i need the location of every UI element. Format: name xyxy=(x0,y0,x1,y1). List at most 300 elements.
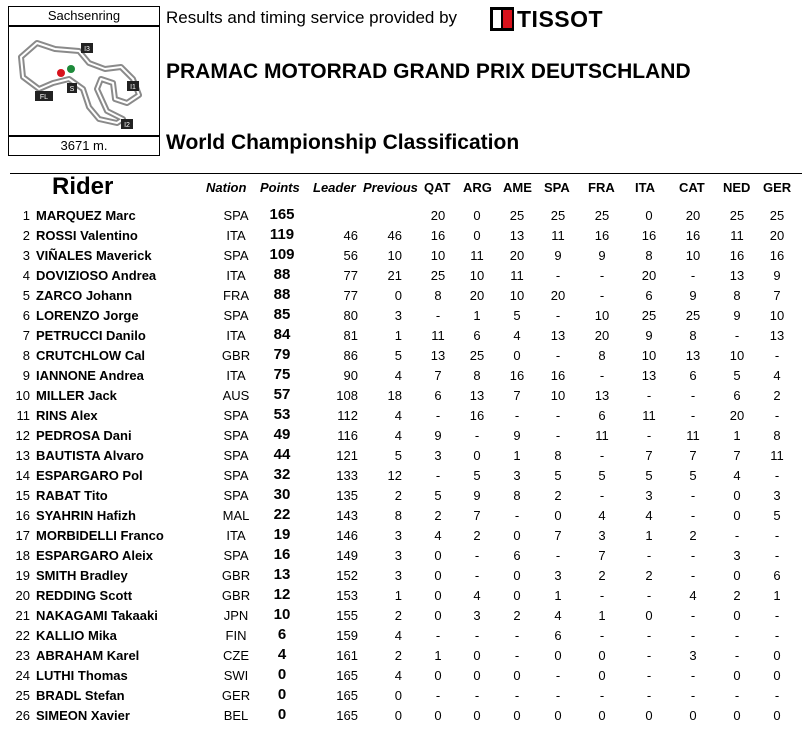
race-points-cell: 7 xyxy=(689,448,697,463)
table-row xyxy=(0,626,806,646)
svg-text:I1: I1 xyxy=(130,84,136,91)
race-points-cell: 2 xyxy=(598,568,606,583)
race-points-cell: 0 xyxy=(473,648,481,663)
race-points-cell: 2 xyxy=(513,608,521,623)
classification-title: World Championship Classification xyxy=(166,131,520,154)
leader-gap-cell: 112 xyxy=(337,408,358,423)
nation-cell: SPA xyxy=(223,448,249,463)
previous-gap-cell: 2 xyxy=(394,648,402,663)
race-points-cell: 3 xyxy=(473,608,481,623)
race-points-cell: 0 xyxy=(473,708,481,723)
points-cell: 32 xyxy=(273,466,291,483)
leader-gap-cell: 90 xyxy=(343,368,358,383)
race-points-cell: 5 xyxy=(733,368,741,383)
race-points-cell: 5 xyxy=(645,468,653,483)
race-points-cell: 6 xyxy=(773,568,781,583)
event-title: PRAMAC MOTORRAD GRAND PRIX DEUTSCHLAND xyxy=(166,60,691,83)
race-points-cell: 8 xyxy=(513,488,521,503)
race-points-cell: 0 xyxy=(434,568,442,583)
previous-gap-cell: 2 xyxy=(394,488,402,503)
race-points-cell: 4 xyxy=(645,508,653,523)
race-points-cell: - xyxy=(599,368,605,383)
race-points-cell: - xyxy=(474,428,480,443)
rider-name-cell: ROSSI Valentino xyxy=(36,228,138,243)
race-points-cell: - xyxy=(646,388,652,403)
race-points-cell: 4 xyxy=(689,588,697,603)
rider-name-cell: MORBIDELLI Franco xyxy=(36,528,164,543)
race-points-cell: 8 xyxy=(434,288,442,303)
race-points-cell: - xyxy=(435,628,441,643)
leader-gap-cell: 152 xyxy=(336,568,358,583)
race-points-cell: 16 xyxy=(550,368,566,383)
leader-gap-cell: 165 xyxy=(336,708,358,723)
race-points-cell: - xyxy=(690,388,696,403)
previous-gap-cell: 4 xyxy=(394,408,402,423)
table-row xyxy=(0,306,806,326)
nation-cell: ITA xyxy=(226,228,246,243)
previous-gap-cell: 0 xyxy=(394,688,402,703)
race-points-cell: 0 xyxy=(513,348,521,363)
race-points-cell: 16 xyxy=(594,228,610,243)
points-cell: 12 xyxy=(273,586,291,603)
rider-name-cell: ABRAHAM Karel xyxy=(36,648,140,663)
race-points-cell: 9 xyxy=(434,428,442,443)
table-row xyxy=(0,526,806,546)
position-cell: 13 xyxy=(15,448,30,463)
race-points-cell: 0 xyxy=(733,708,741,723)
race-points-cell: 8 xyxy=(773,428,781,443)
race-points-cell: 8 xyxy=(645,248,653,263)
race-points-cell: 20 xyxy=(769,228,785,243)
race-points-cell: 6 xyxy=(434,388,442,403)
points-cell: 85 xyxy=(273,306,291,323)
points-cell: 10 xyxy=(273,606,291,623)
race-points-cell: 2 xyxy=(554,488,562,503)
previous-gap-cell: 4 xyxy=(394,428,402,443)
race-points-cell: 7 xyxy=(773,288,781,303)
table-row xyxy=(0,446,806,466)
position-cell: 24 xyxy=(15,668,30,683)
points-cell: 19 xyxy=(273,526,291,543)
position-cell: 15 xyxy=(15,488,30,503)
race-points-cell: 25 xyxy=(769,208,785,223)
race-points-cell: 2 xyxy=(773,388,781,403)
race-points-cell: 13 xyxy=(550,328,566,343)
rider-name-cell: BRADL Stefan xyxy=(36,688,125,703)
table-row xyxy=(0,606,806,626)
svg-text:I3: I3 xyxy=(84,46,90,53)
previous-gap-cell: 3 xyxy=(394,548,402,563)
race-points-cell: 0 xyxy=(689,708,697,723)
position-cell: 17 xyxy=(15,528,30,543)
race-points-cell: 1 xyxy=(598,608,606,623)
leader-gap-cell: 153 xyxy=(336,588,358,603)
position-cell: 6 xyxy=(22,308,30,323)
race-points-cell: 0 xyxy=(733,568,741,583)
points-cell: 6 xyxy=(277,626,287,643)
points-cell: 88 xyxy=(273,266,291,283)
col-previous: Previous xyxy=(363,180,418,195)
leader-gap-cell: 116 xyxy=(337,428,358,443)
rider-name-cell: REDDING Scott xyxy=(36,588,133,603)
col-race-ame: AME xyxy=(503,180,532,195)
race-points-cell: 0 xyxy=(645,708,653,723)
race-points-cell: 1 xyxy=(554,588,562,603)
race-points-cell: - xyxy=(774,608,780,623)
race-points-cell: 20 xyxy=(550,288,566,303)
leader-gap-cell: 135 xyxy=(336,488,358,503)
race-points-cell: - xyxy=(690,608,696,623)
race-points-cell: - xyxy=(690,508,696,523)
previous-gap-cell: 1 xyxy=(394,328,402,343)
points-cell: 13 xyxy=(273,566,291,583)
points-cell: 109 xyxy=(269,246,295,263)
race-points-cell: - xyxy=(599,488,605,503)
race-points-cell: 10 xyxy=(594,308,610,323)
race-points-cell: - xyxy=(734,628,740,643)
previous-gap-cell: 12 xyxy=(387,468,402,483)
race-points-cell: - xyxy=(734,528,740,543)
nation-cell: SPA xyxy=(223,468,249,483)
race-points-cell: 5 xyxy=(473,468,481,483)
race-points-cell: 25 xyxy=(594,208,610,223)
race-points-cell: - xyxy=(774,348,780,363)
race-points-cell: - xyxy=(690,628,696,643)
race-points-cell: - xyxy=(514,648,520,663)
race-points-cell: 1 xyxy=(773,588,781,603)
race-points-cell: - xyxy=(690,668,696,683)
rider-name-cell: RABAT Tito xyxy=(36,488,108,503)
table-row xyxy=(0,246,806,266)
race-points-cell: 3 xyxy=(513,468,521,483)
race-points-cell: 16 xyxy=(509,368,525,383)
race-points-cell: 20 xyxy=(685,208,701,223)
leader-gap-cell: 46 xyxy=(343,228,358,243)
rider-name-cell: CRUTCHLOW Cal xyxy=(36,348,146,363)
rider-name-cell: ESPARGARO Aleix xyxy=(36,548,154,563)
race-points-cell: 2 xyxy=(645,568,653,583)
race-points-cell: 9 xyxy=(733,308,741,323)
position-cell: 23 xyxy=(15,648,30,663)
leader-gap-cell: 155 xyxy=(336,608,358,623)
rider-name-cell: LORENZO Jorge xyxy=(36,308,139,323)
race-points-cell: 20 xyxy=(430,208,446,223)
leader-gap-cell: 159 xyxy=(336,628,358,643)
race-points-cell: 11 xyxy=(510,268,524,283)
points-cell: 79 xyxy=(273,346,291,363)
points-cell: 0 xyxy=(277,666,287,683)
race-points-cell: 25 xyxy=(550,208,566,223)
race-points-cell: 4 xyxy=(434,528,442,543)
rider-name-cell: NAKAGAMI Takaaki xyxy=(36,608,158,623)
rider-name-cell: PEDROSA Dani xyxy=(36,428,132,443)
previous-gap-cell: 0 xyxy=(394,708,402,723)
previous-gap-cell: 5 xyxy=(394,448,402,463)
race-points-cell: - xyxy=(690,268,696,283)
race-points-cell: 10 xyxy=(550,388,566,403)
points-cell: 53 xyxy=(273,406,291,423)
position-cell: 8 xyxy=(22,348,30,363)
timing-provider-text: Results and timing service provided by xyxy=(166,8,458,27)
position-cell: 5 xyxy=(22,288,30,303)
leader-gap-cell: 165 xyxy=(336,668,358,683)
race-points-cell: - xyxy=(599,688,605,703)
race-points-cell: 0 xyxy=(554,708,562,723)
race-points-cell: - xyxy=(555,308,561,323)
rider-name-cell: ZARCO Johann xyxy=(36,288,133,303)
previous-gap-cell: 1 xyxy=(394,588,402,603)
race-points-cell: 0 xyxy=(554,508,562,523)
leader-gap-cell: 77 xyxy=(343,268,358,283)
leader-gap-cell: 86 xyxy=(343,348,358,363)
race-points-cell: - xyxy=(474,548,480,563)
race-points-cell: 4 xyxy=(598,508,606,523)
table-row xyxy=(0,706,806,726)
race-points-cell: - xyxy=(690,568,696,583)
race-points-cell: - xyxy=(555,428,561,443)
leader-gap-cell: 161 xyxy=(336,648,358,663)
rider-name-cell: PETRUCCI Danilo xyxy=(36,328,146,343)
race-points-cell: 0 xyxy=(554,648,562,663)
race-points-cell: 5 xyxy=(554,468,562,483)
race-points-cell: 4 xyxy=(554,608,562,623)
race-points-cell: - xyxy=(514,408,520,423)
race-points-cell: 2 xyxy=(689,528,697,543)
track-map xyxy=(8,26,160,136)
nation-cell: SPA xyxy=(223,428,249,443)
position-cell: 14 xyxy=(15,468,30,483)
leader-gap-cell: 149 xyxy=(336,548,358,563)
nation-cell: ITA xyxy=(226,328,246,343)
points-cell: 75 xyxy=(273,366,291,383)
previous-gap-cell: 5 xyxy=(394,348,402,363)
table-row xyxy=(0,686,806,706)
race-points-cell: - xyxy=(514,508,520,523)
points-cell: 16 xyxy=(273,546,291,563)
race-points-cell: 16 xyxy=(769,248,785,263)
previous-gap-cell: 10 xyxy=(387,248,402,263)
race-points-cell: 3 xyxy=(773,488,781,503)
leader-gap-cell: 146 xyxy=(336,528,358,543)
col-race-qat: QAT xyxy=(424,180,451,195)
race-points-cell: 0 xyxy=(473,668,481,683)
points-cell: 84 xyxy=(273,326,291,343)
race-points-cell: 0 xyxy=(645,208,653,223)
nation-cell: ITA xyxy=(226,528,246,543)
col-points: Points xyxy=(260,180,300,195)
race-points-cell: 7 xyxy=(733,448,741,463)
position-cell: 3 xyxy=(22,248,30,263)
nation-cell: SPA xyxy=(223,488,249,503)
table-row xyxy=(0,486,806,506)
race-points-cell: 0 xyxy=(733,668,741,683)
race-points-cell: 8 xyxy=(689,328,697,343)
tissot-wordmark: TISSOT xyxy=(517,5,604,32)
race-points-cell: 0 xyxy=(434,548,442,563)
race-points-cell: 13 xyxy=(769,328,785,343)
race-points-cell: - xyxy=(690,688,696,703)
race-points-cell: 0 xyxy=(773,668,781,683)
race-points-cell: 9 xyxy=(473,488,481,503)
race-points-cell: 9 xyxy=(773,268,781,283)
race-points-cell: 7 xyxy=(513,388,521,403)
race-points-cell: - xyxy=(690,488,696,503)
rider-name-cell: LUTHI Thomas xyxy=(36,668,128,683)
race-points-cell: 7 xyxy=(434,368,442,383)
race-points-cell: 11 xyxy=(686,428,700,443)
position-cell: 12 xyxy=(15,428,30,443)
col-race-fra: FRA xyxy=(588,180,615,195)
previous-gap-cell: 8 xyxy=(394,508,402,523)
race-points-cell: 7 xyxy=(554,528,562,543)
race-points-cell: 0 xyxy=(733,488,741,503)
race-points-cell: - xyxy=(514,628,520,643)
nation-cell: SPA xyxy=(223,208,249,223)
position-cell: 26 xyxy=(15,708,30,723)
race-points-cell: 11 xyxy=(730,228,744,243)
table-row xyxy=(0,366,806,386)
race-points-cell: 6 xyxy=(598,408,606,423)
leader-gap-cell: 81 xyxy=(343,328,358,343)
race-points-cell: 10 xyxy=(729,348,745,363)
race-points-cell: - xyxy=(555,348,561,363)
race-points-cell: - xyxy=(474,688,480,703)
race-points-cell: - xyxy=(646,588,652,603)
race-points-cell: 7 xyxy=(473,508,481,523)
previous-gap-cell: 4 xyxy=(394,628,402,643)
position-cell: 7 xyxy=(22,328,30,343)
race-points-cell: - xyxy=(774,528,780,543)
race-points-cell: 25 xyxy=(469,348,485,363)
race-points-cell: 11 xyxy=(470,248,484,263)
leader-gap-cell: 80 xyxy=(343,308,358,323)
race-points-cell: 13 xyxy=(509,228,525,243)
col-race-ger: GER xyxy=(763,180,792,195)
nation-cell: CZE xyxy=(223,648,249,663)
svg-text:S: S xyxy=(69,86,75,93)
race-points-cell: 3 xyxy=(733,548,741,563)
position-cell: 16 xyxy=(15,508,30,523)
race-points-cell: - xyxy=(734,648,740,663)
race-points-cell: 0 xyxy=(513,588,521,603)
rider-name-cell: RINS Alex xyxy=(36,408,98,423)
race-points-cell: 1 xyxy=(645,528,653,543)
race-points-cell: - xyxy=(555,548,561,563)
rider-name-cell: SMITH Bradley xyxy=(36,568,128,583)
points-cell: 165 xyxy=(269,206,295,223)
position-cell: 9 xyxy=(22,368,30,383)
tissot-cross-icon xyxy=(490,7,514,31)
race-points-cell: 10 xyxy=(469,268,485,283)
race-points-cell: - xyxy=(646,688,652,703)
race-points-cell: 1 xyxy=(513,448,521,463)
col-rider: Rider xyxy=(52,173,114,200)
race-points-cell: 6 xyxy=(513,548,521,563)
race-points-cell: 0 xyxy=(513,568,521,583)
track-length: 3671 m. xyxy=(8,136,160,156)
col-nation: Nation xyxy=(206,180,247,195)
race-points-cell: - xyxy=(599,588,605,603)
table-row xyxy=(0,646,806,666)
race-points-cell: - xyxy=(646,628,652,643)
position-cell: 1 xyxy=(22,208,30,223)
race-points-cell: 7 xyxy=(598,548,606,563)
nation-cell: BEL xyxy=(223,708,249,723)
leader-gap-cell: 56 xyxy=(343,248,358,263)
previous-gap-cell: 4 xyxy=(394,668,402,683)
rider-name-cell: ESPARGARO Pol xyxy=(36,468,143,483)
race-points-cell: 0 xyxy=(598,648,606,663)
race-points-cell: 13 xyxy=(641,368,657,383)
race-points-cell: 11 xyxy=(770,448,784,463)
race-points-cell: - xyxy=(555,268,561,283)
race-points-cell: 1 xyxy=(733,428,741,443)
race-points-cell: 10 xyxy=(430,248,446,263)
rider-name-cell: MILLER Jack xyxy=(36,388,117,403)
race-points-cell: 20 xyxy=(509,248,525,263)
race-points-cell: - xyxy=(690,548,696,563)
tissot-logo xyxy=(490,7,603,31)
position-cell: 22 xyxy=(15,628,30,643)
race-points-cell: 1 xyxy=(473,308,481,323)
svg-text:I2: I2 xyxy=(124,122,130,129)
race-points-cell: 10 xyxy=(641,348,657,363)
race-points-cell: 20 xyxy=(594,328,610,343)
circuit-name: Sachsenring xyxy=(8,6,160,26)
race-points-cell: 6 xyxy=(473,328,481,343)
race-points-cell: 1 xyxy=(434,648,442,663)
race-points-cell: 25 xyxy=(509,208,525,223)
race-points-cell: 8 xyxy=(473,368,481,383)
race-points-cell: 4 xyxy=(773,368,781,383)
leader-gap-cell: 121 xyxy=(336,448,358,463)
nation-cell: GER xyxy=(221,688,251,703)
track-map-icon xyxy=(9,27,159,135)
race-points-cell: 0 xyxy=(434,608,442,623)
race-points-cell: 13 xyxy=(430,348,446,363)
previous-gap-cell: 3 xyxy=(394,528,402,543)
race-points-cell: - xyxy=(599,448,605,463)
race-points-cell: 0 xyxy=(598,708,606,723)
previous-gap-cell: 3 xyxy=(394,568,402,583)
race-points-cell: 4 xyxy=(513,328,521,343)
rider-name-cell: KALLIO Mika xyxy=(36,628,117,643)
race-points-cell: 20 xyxy=(729,408,745,423)
nation-cell: SPA xyxy=(223,548,249,563)
race-points-cell: 16 xyxy=(430,228,446,243)
header-divider xyxy=(10,173,802,174)
col-leader: Leader xyxy=(313,180,356,195)
race-points-cell: 0 xyxy=(434,668,442,683)
nation-cell: AUS xyxy=(222,388,250,403)
position-cell: 21 xyxy=(15,608,30,623)
race-points-cell: - xyxy=(646,648,652,663)
race-points-cell: 25 xyxy=(685,308,701,323)
race-points-cell: 6 xyxy=(689,368,697,383)
col-race-arg: ARG xyxy=(463,180,492,195)
rider-name-cell: MARQUEZ Marc xyxy=(36,208,136,223)
race-points-cell: 4 xyxy=(733,468,741,483)
race-points-cell: - xyxy=(599,268,605,283)
rider-name-cell: VIÑALES Maverick xyxy=(36,248,152,263)
race-points-cell: 0 xyxy=(773,708,781,723)
race-points-cell: 16 xyxy=(641,228,657,243)
race-points-cell: 6 xyxy=(733,388,741,403)
race-points-cell: - xyxy=(646,428,652,443)
race-points-cell: - xyxy=(555,408,561,423)
nation-cell: SPA xyxy=(223,308,249,323)
race-points-cell: 2 xyxy=(434,508,442,523)
